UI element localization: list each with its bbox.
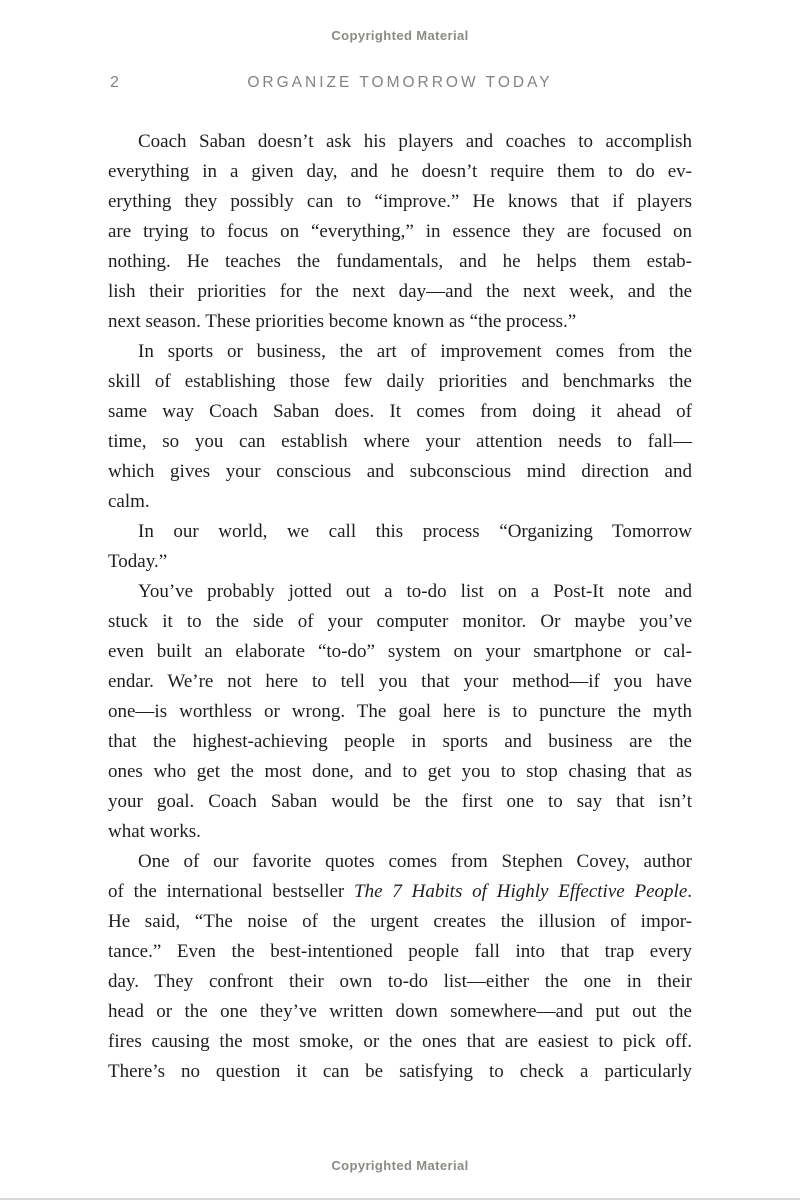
page-number: 2: [110, 74, 119, 91]
text-line: head or the one they’ve written down somewhere—and put out the: [108, 1001, 692, 1022]
text-line: same way Coach Saban does. It comes from doing it ahead of: [108, 401, 692, 422]
text-line: There’s no question it can be satisfying to check a particularly: [108, 1061, 692, 1082]
text-line: that the highest-achieving people in sports and business are the: [108, 731, 692, 752]
paragraph: [108, 517, 692, 577]
text-line: calm.: [108, 491, 150, 512]
text-line: even built an elaborate “to-do” system on your smartphone or cal-: [108, 641, 692, 662]
page-header: [0, 74, 800, 96]
paragraph: [108, 847, 692, 1087]
text-line: nothing. He teaches the fundamentals, and he helps them estab-: [108, 251, 692, 272]
text-line: next season. These priorities become known as “the process.”: [108, 311, 577, 332]
running-header: ORGANIZE TOMORROW TODAY: [247, 74, 553, 91]
text-line: which gives your conscious and subconscious mind direction and: [108, 461, 692, 482]
text-line: one—is worthless or wrong. The goal here is to puncture the myth: [108, 701, 692, 722]
copyright-notice-top: Copyrighted Material: [331, 28, 469, 43]
text-line: Coach Saban doesn’t ask his players and coaches to accomplish: [138, 131, 692, 152]
text-line: what works.: [108, 821, 201, 842]
body-text: [108, 127, 692, 1087]
text-line: One of our favorite quotes comes from Stephen Covey, author: [138, 851, 692, 872]
copyright-notice-bottom: Copyrighted Material: [331, 1158, 469, 1173]
text-line: stuck it to the side of your computer monitor. Or maybe you’ve: [108, 611, 692, 632]
paragraph: [108, 127, 692, 337]
text-line: your goal. Coach Saban would be the first one to say that isn’t: [108, 791, 692, 812]
text-line: everything in a given day, and he doesn’t require them to do ev-: [108, 161, 692, 182]
text-line: You’ve probably jotted out a to-do list on a Post-It note and: [138, 581, 692, 602]
text-line: time, so you can establish where your attention needs to fall—: [108, 431, 692, 452]
text-line: tance.” Even the best-intentioned people fall into that trap every: [108, 941, 692, 962]
text-line: ones who get the most done, and to get you to stop chasing that as: [108, 761, 692, 782]
text-line: skill of establishing those few daily priorities and benchmarks the: [108, 371, 692, 392]
text-line: fires causing the most smoke, or the ones that are easiest to pick off.: [108, 1031, 692, 1052]
book-title-italic: The 7 Habits of Highly Effective People: [354, 881, 688, 902]
text-line: endar. We’re not here to tell you that your method—if you have: [108, 671, 692, 692]
text-line: lish their priorities for the next day—and the next week, and the: [108, 281, 692, 302]
paragraph: [108, 577, 692, 847]
text-line: Today.”: [108, 551, 168, 572]
paragraph: [108, 337, 692, 517]
text-line: In sports or business, the art of improvement comes from the: [138, 341, 692, 362]
text-line: day. They confront their own to-do list—either the one in their: [108, 971, 692, 992]
text-line: are trying to focus on “everything,” in essence they are focused on: [108, 221, 692, 242]
text-line: In our world, we call this process “Organizing Tomorrow: [138, 521, 692, 542]
text-line: of the international bestseller The 7 Habits of Highly Effective People.: [108, 881, 693, 902]
text-line: erything they possibly can to “improve.” He knows that if players: [108, 191, 692, 212]
text-line: He said, “The noise of the urgent creates the illusion of impor-: [108, 911, 692, 932]
